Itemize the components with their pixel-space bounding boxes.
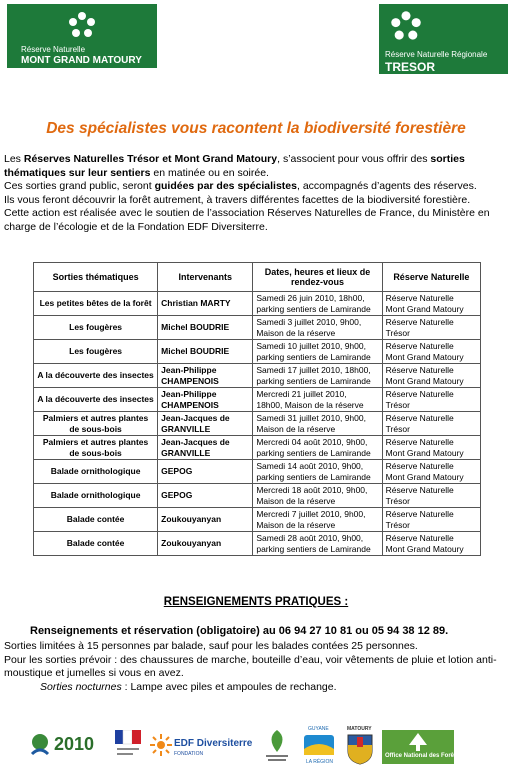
cell-reserve: [382, 364, 480, 388]
info-line-equipment: Pour les sorties prévoir : des chaussures de marche, bouteille d’eau, voir vêtements de pluie et lotion anti-moustique et jumelles si vous en avez.: [4, 653, 497, 680]
text-run-bold: sorties thématiques sur leur sentiers: [4, 153, 465, 179]
cell-theme-text: Palmiers et autres plantes de sous-bois: [42, 413, 149, 434]
table-row: [34, 484, 481, 508]
table-row: [34, 364, 481, 388]
table-row: [34, 292, 481, 316]
cell-datetime-text: parking sentiers de Lamirande: [256, 447, 371, 458]
logo-mont-grand-matoury: [7, 4, 157, 68]
region-text: LA RÉGION: [306, 759, 333, 765]
cell-reserve-text: Trésor: [385, 519, 410, 530]
cell-theme: [34, 532, 158, 556]
cell-theme: [34, 388, 158, 412]
cell-speaker-text: Jean-Jacques de GRANVILLE: [161, 413, 230, 434]
cell-speaker: [158, 460, 253, 484]
info-line-night: [4, 681, 508, 695]
page-title: Des spécialistes vous racontent la biodiversité forestière: [46, 120, 466, 137]
logo-edf-diversiterre: [150, 730, 255, 762]
cell-speaker: [158, 364, 253, 388]
cell-datetime-text: parking sentiers de Lamirande: [256, 303, 371, 314]
cell-theme-text: Palmiers et autres plantes de sous-bois: [42, 437, 149, 458]
text-run-bold: Réserves Naturelles Trésor et Mont Grand Matoury: [23, 153, 278, 165]
cell-reserve: [382, 412, 480, 436]
cell-reserve: [382, 460, 480, 484]
cell-speaker: [158, 436, 253, 460]
logo-2010-biodiversity: [30, 728, 102, 764]
cell-theme-text: Les fougères: [69, 322, 123, 333]
cell-reserve: [382, 532, 480, 556]
cell-speaker-text: Michel BOUDRIE: [161, 346, 230, 357]
partner-logos: [0, 724, 512, 768]
cell-speaker-text: GEPOG: [161, 490, 193, 501]
table-row: [34, 460, 481, 484]
cell-theme-text: Balade ornithologique: [50, 490, 141, 501]
cell-speaker: [158, 316, 253, 340]
text-run-bold: guidées par des spécialistes: [154, 180, 297, 192]
cell-reserve-text: Réserve Naturelle: [385, 461, 454, 472]
rnf-leaf-icon: [262, 728, 292, 764]
edf-fondation-text: FONDATION: [174, 751, 204, 757]
onf-text: Office National des Forêts: [385, 753, 460, 759]
text-run: , s’associent pour vous offrir des: [277, 153, 431, 165]
cell-theme: [34, 436, 158, 460]
cell-datetime-text: Mercredi 18 août 2010, 9h00,: [256, 485, 368, 496]
cell-datetime: [253, 460, 382, 484]
text-run-italic: Sorties nocturnes: [40, 680, 122, 693]
cell-datetime-text: Samedi 26 juin 2010, 18h00,: [256, 293, 365, 304]
guyane-text: GUYANE: [308, 726, 329, 732]
logo-left-line2: MONT GRAND MATOURY: [21, 55, 142, 66]
cell-theme: [34, 364, 158, 388]
cell-datetime-text: Samedi 17 juillet 2010, 18h00,: [256, 365, 371, 376]
table-row: [34, 316, 481, 340]
cell-theme-text: Balade contée: [66, 538, 125, 549]
schedule-table: [33, 262, 481, 556]
cell-reserve-text: Réserve Naturelle: [385, 317, 454, 328]
cell-datetime-text: Mercredi 7 juillet 2010, 9h00,: [256, 509, 366, 520]
cell-datetime: [253, 484, 382, 508]
intro-paragraph-2: [4, 180, 508, 194]
cell-datetime-text: Samedi 3 juillet 2010, 9h00,: [256, 317, 362, 328]
text-run: Les: [4, 153, 24, 165]
logo-right-line2: TRESOR: [385, 60, 436, 74]
cell-datetime-text: parking sentiers de Lamirande: [256, 375, 371, 386]
cell-speaker-text: Jean-Jacques de GRANVILLE: [161, 437, 230, 458]
cell-datetime: [253, 340, 382, 364]
cell-theme: [34, 484, 158, 508]
region-emblem-icon: [300, 733, 338, 759]
cell-theme: [34, 292, 158, 316]
table-header-row: [34, 263, 481, 292]
cell-speaker: [158, 292, 253, 316]
cell-reserve-text: Mont Grand Matoury: [385, 351, 464, 362]
cell-reserve: [382, 316, 480, 340]
cell-theme-text: Les fougères: [69, 346, 123, 357]
cell-speaker-text: Zoukouyanyan: [161, 514, 222, 525]
cell-reserve-text: Mont Grand Matoury: [385, 471, 464, 482]
cell-reserve-text: Réserve Naturelle: [385, 485, 454, 496]
cell-reserve: [382, 292, 480, 316]
logo-onf: [382, 730, 460, 764]
logo-ministere: [115, 730, 141, 762]
cell-reserve: [382, 388, 480, 412]
republic-flag-icon: [115, 730, 141, 762]
info-section-body: [4, 640, 508, 694]
cell-datetime-text: parking sentiers de Lamirande: [256, 471, 371, 482]
table-row: [34, 412, 481, 436]
matoury-text: MATOURY: [347, 726, 372, 732]
cell-theme: [34, 340, 158, 364]
cell-reserve-text: Mont Grand Matoury: [385, 303, 464, 314]
cell-reserve-text: Réserve Naturelle: [385, 413, 454, 424]
table-row: [34, 436, 481, 460]
cell-theme: [34, 508, 158, 532]
text-run: , accompagnés d’agents des réserves.: [296, 180, 477, 192]
cell-reserve-text: Réserve Naturelle: [385, 533, 454, 544]
text-run: : Lampe avec piles et ampoules de rechange.: [121, 680, 337, 693]
logo-left-line1: Réserve Naturelle: [21, 45, 86, 54]
booking-phone-line: Renseignements et réservation (obligatoire) au 06 94 27 10 81 ou 05 94 38 12 89.: [30, 625, 449, 637]
cell-datetime: [253, 316, 382, 340]
cell-reserve-text: Mont Grand Matoury: [385, 543, 464, 554]
text-run: en matinée ou en soirée.: [150, 166, 269, 179]
cell-theme: [34, 316, 158, 340]
intro-paragraph-3: Ils vous feront découvrir la forêt autrement, à travers différentes facettes de la biodiversité forestière.: [4, 193, 471, 206]
cell-reserve-text: Réserve Naturelle: [385, 437, 454, 448]
cell-theme: [34, 412, 158, 436]
cell-speaker: [158, 484, 253, 508]
cell-reserve-text: Mont Grand Matoury: [385, 375, 464, 386]
intro-paragraph-4: Cette action est réalisée avec le soutien de l’association Réserves Naturelles de France, du Ministère en charge de l’écologie et de la Fondation EDF Diversiterre.: [4, 207, 490, 233]
cell-speaker-text: Zoukouyanyan: [161, 538, 222, 549]
cell-datetime-text: parking sentiers de Lamirande: [256, 351, 371, 362]
cell-datetime-text: Samedi 14 août 2010, 9h00,: [256, 461, 364, 472]
cell-reserve-text: Réserve Naturelle: [385, 389, 454, 400]
cell-speaker-text: Christian MARTY: [161, 298, 231, 309]
logo-matoury: [346, 726, 374, 766]
cell-speaker: [158, 508, 253, 532]
logo-reserves-naturelles-france: [262, 728, 292, 764]
text-run: Ces sorties grand public, seront: [4, 180, 155, 192]
cell-reserve-text: Trésor: [385, 327, 410, 338]
cell-datetime-text: Mercredi 04 août 2010, 9h00,: [256, 437, 368, 448]
column-header: Réserve Naturelle: [382, 263, 480, 292]
cell-speaker: [158, 532, 253, 556]
cell-theme: [34, 460, 158, 484]
cell-datetime: [253, 412, 382, 436]
edf-sun-icon: [150, 734, 172, 756]
intro-text: [4, 153, 508, 234]
cell-speaker-text: Jean-Philippe CHAMPENOIS: [161, 389, 219, 410]
cell-reserve-text: Réserve Naturelle: [385, 341, 454, 352]
cell-speaker: [158, 412, 253, 436]
table-row: [34, 340, 481, 364]
matoury-shield-icon: [346, 733, 374, 765]
cell-speaker: [158, 388, 253, 412]
table-row: [34, 508, 481, 532]
cell-reserve: [382, 484, 480, 508]
cell-reserve-text: Trésor: [385, 495, 410, 506]
flower-emblem-icon: [389, 9, 423, 43]
cell-speaker: [158, 340, 253, 364]
cell-datetime-text: 18h00, Maison de la réserve: [256, 399, 364, 410]
column-header: Intervenants: [158, 263, 253, 292]
info-line-limits: Sorties limitées à 15 personnes par balade, sauf pour les balades contées 25 personnes.: [4, 640, 418, 652]
table-row: [34, 388, 481, 412]
edf-text: EDF Diversiterre: [174, 738, 253, 749]
cell-datetime-text: Mercredi 21 juillet 2010,: [256, 389, 347, 400]
cell-theme-text: A la découverte des insectes: [37, 370, 154, 381]
cell-datetime-text: Maison de la réserve: [256, 423, 336, 434]
cell-speaker-text: GEPOG: [161, 466, 193, 477]
flower-emblem-icon: [67, 10, 97, 40]
cell-theme-text: A la découverte des insectes: [37, 394, 154, 405]
cell-theme-text: Balade ornithologique: [50, 466, 141, 477]
cell-datetime: [253, 508, 382, 532]
cell-reserve-text: Réserve Naturelle: [385, 293, 454, 304]
cell-reserve-text: Réserve Naturelle: [385, 365, 454, 376]
cell-theme-text: Les petites bêtes de la forêt: [39, 298, 152, 309]
intro-paragraph-1: [4, 153, 508, 180]
cell-datetime: [253, 388, 382, 412]
logo-right-line1: Réserve Naturelle Régionale: [385, 50, 488, 59]
cell-datetime: [253, 436, 382, 460]
table-row: [34, 532, 481, 556]
year-2010-text: 2010: [54, 734, 95, 754]
cell-datetime-text: Maison de la réserve: [256, 327, 336, 338]
cell-datetime: [253, 532, 382, 556]
cell-datetime-text: parking sentiers de Lamirande: [256, 543, 371, 554]
cell-datetime-text: Samedi 31 juillet 2010, 9h00,: [256, 413, 366, 424]
cell-datetime: [253, 292, 382, 316]
cell-speaker-text: Jean-Philippe CHAMPENOIS: [161, 365, 219, 386]
cell-reserve: [382, 508, 480, 532]
cell-theme-text: Balade contée: [66, 514, 125, 525]
cell-datetime: [253, 364, 382, 388]
cell-reserve-text: Trésor: [385, 423, 410, 434]
cell-reserve: [382, 436, 480, 460]
cell-datetime-text: Maison de la réserve: [256, 495, 336, 506]
cell-reserve-text: Réserve Naturelle: [385, 509, 454, 520]
logo-region-guyane: [300, 726, 338, 766]
cell-speaker-text: Michel BOUDRIE: [161, 322, 230, 333]
info-section-title: RENSEIGNEMENTS PRATIQUES :: [163, 596, 349, 608]
column-header: Dates, heures et lieux de rendez-vous: [253, 263, 382, 292]
logo-tresor: [379, 4, 508, 74]
cell-datetime-text: Maison de la réserve: [256, 519, 336, 530]
cell-reserve-text: Mont Grand Matoury: [385, 447, 464, 458]
cell-datetime-text: Samedi 28 août 2010, 9h00,: [256, 533, 364, 544]
column-header: Sorties thématiques: [34, 263, 158, 292]
cell-reserve-text: Trésor: [385, 399, 410, 410]
cell-datetime-text: Samedi 10 juillet 2010, 9h00,: [256, 341, 366, 352]
cell-reserve: [382, 340, 480, 364]
onf-tree-icon: [407, 732, 429, 752]
